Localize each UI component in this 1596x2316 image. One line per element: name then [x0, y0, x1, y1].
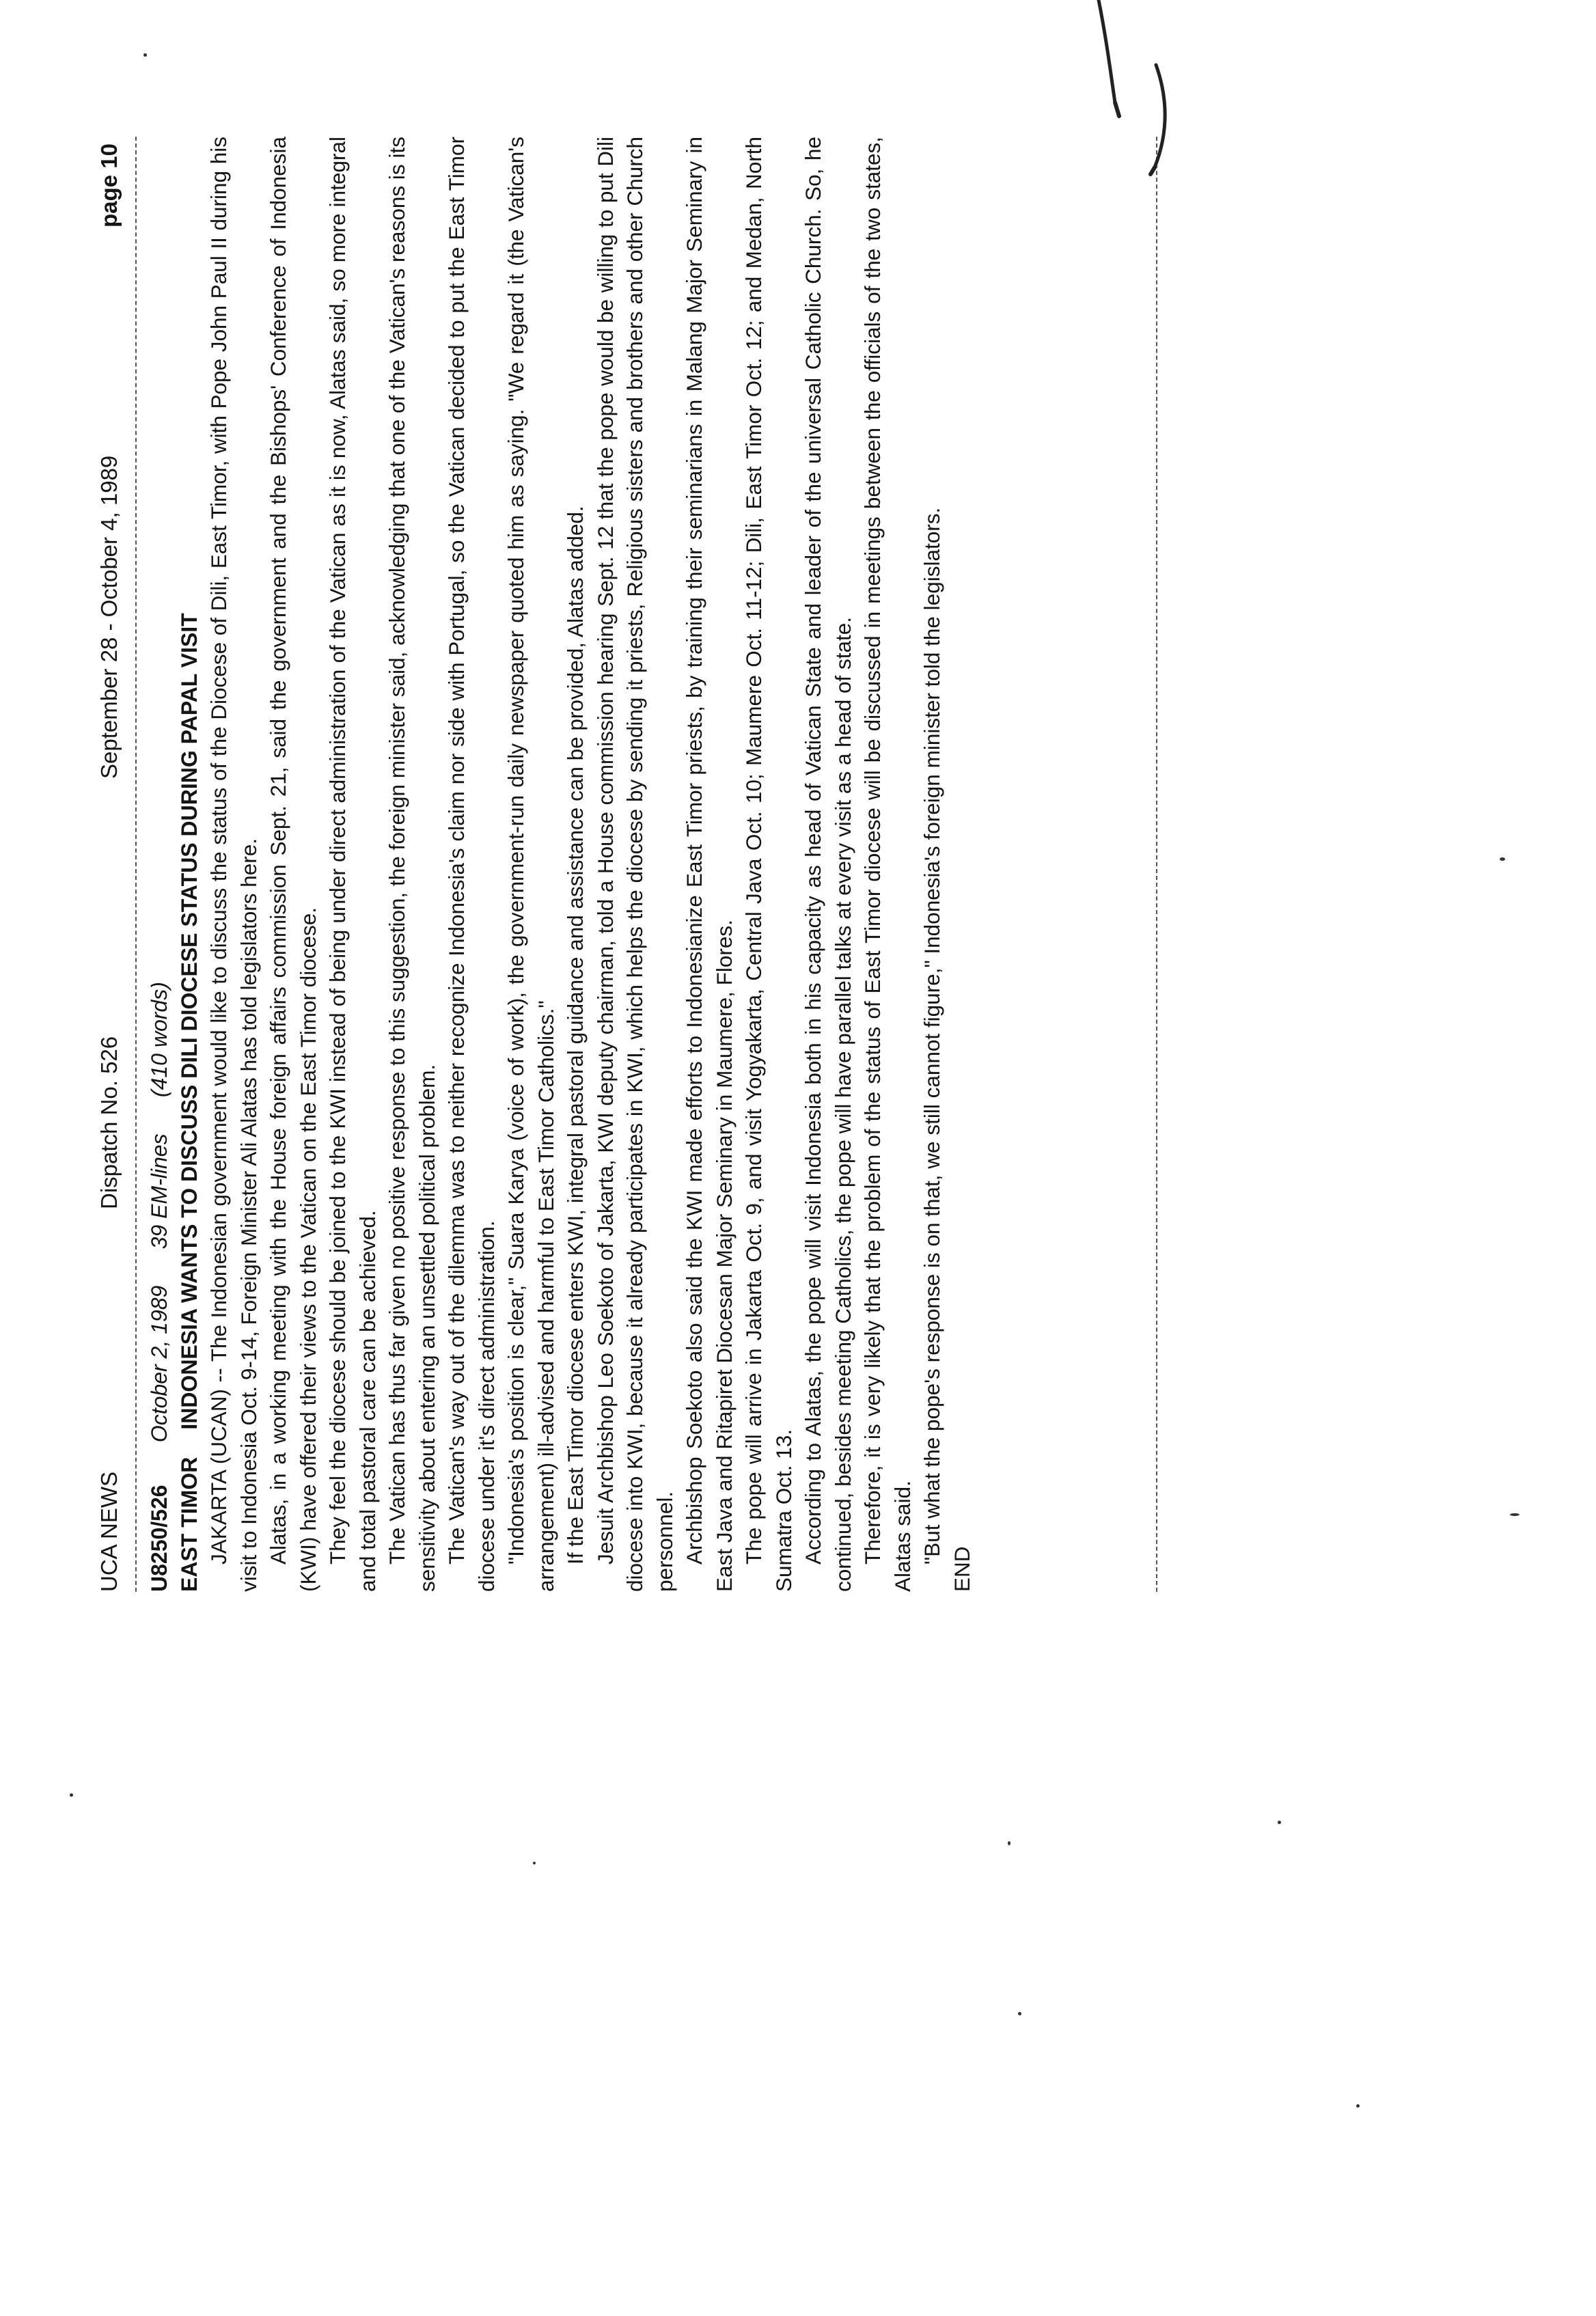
article-paragraph: JAKARTA (UCAN) -- The Indonesian government would like to discuss the status of the Diocese of Dili, East Timor, with Pope John Paul II during his visit to Indonesia Oct. 9-14, Foreign Minister Ali Alatas has told legislators here. [206, 137, 261, 1592]
article-meta [145, 137, 175, 1592]
article-paragraph: The pope will arrive in Jakarta Oct. 9, and visit Yogyakarta, Central Java Oct. 10; Maumere Oct. 11-12; Dili, East Timor Oct. 12; and Medan, North Sumatra Oct. 13. [741, 137, 796, 1592]
paper-speck [70, 1793, 73, 1797]
article-paragraph: The Vatican has thus far given no positive response to this suggestion, the foreign minister said, acknowledging that one of the Vatican's reasons is its sensitivity about entering an unsettled political problem. [385, 137, 439, 1592]
article-paragraph: If the East Timor diocese enters KWI, integral pastoral guidance and assistance can be provided, Alatas added. [563, 506, 588, 1564]
article-paragraph: Alatas, in a working meeting with the House foreign affairs commission Sept. 21, said the government and the Bishops' Conference of Indonesia (KWI) have offered their views to the Vatican on the East Timor diocese. [266, 137, 320, 1592]
article-end-marker: END [949, 1546, 974, 1592]
article-paragraph: "Indonesia's position is clear," Suara Karya (voice of work), the government-run daily newspaper quoted him as saying. "We regard it (the Vatican's arrangement) ill-advised and harmful to East Timor Catholics." [504, 137, 558, 1592]
header-date-range: September 28 - October 4, 1989 [96, 455, 122, 779]
page-header [90, 137, 128, 1592]
rotated-dispatch-page [90, 130, 1197, 1592]
article-paragraph: Therefore, it is very likely that the problem of the status of East Timor diocese will be discussed in meetings between the officials of the two states, Alatas said. [860, 137, 915, 1592]
paper-speck [1356, 2104, 1360, 2108]
article-section: EAST TIMOR [176, 1457, 202, 1592]
header-source: UCA NEWS [96, 1471, 122, 1592]
article-line-count: 39 EM-lines [147, 1133, 171, 1250]
header-divider [135, 137, 137, 1592]
article-code: U8250/526 [147, 1485, 171, 1592]
article-paragraph: They feel the diocese should be joined to the KWI instead of being under direct administration of the Vatican as it is now, Alatas said, so more integral and total pastoral care can be achieved. [325, 137, 380, 1592]
article-paragraph: Jesuit Archbishop Leo Soekoto of Jakarta, KWI deputy chairman, told a House commission hearing Sept. 12 that the pope would be willing to put Dili diocese into KWI, because it already participates in KWI, which helps the diocese by sending it priests, Religious sisters and brothers and other Church personnel. [592, 137, 677, 1592]
article-paragraph: "But what the pope's response is on that, we still cannot figure," Indonesia's foreign minister told the legislators. [920, 507, 944, 1564]
paper-speck [533, 1862, 536, 1864]
article-paragraph: The Vatican's way out of the dilemma was to neither recognize Indonesia's claim nor side with Portugal, so the Vatican decided to put the East Timor diocese under it's direct administration. [444, 137, 499, 1592]
header-dispatch-number: Dispatch No. 526 [96, 1036, 122, 1209]
paper-speck [1278, 1821, 1281, 1824]
paper-speck [1018, 2012, 1021, 2015]
article-body [145, 137, 977, 1592]
pen-stroke-mark [1079, 0, 1202, 198]
footer-divider [1156, 137, 1157, 1592]
article-paragraph: Archbishop Soekoto also said the KWI made efforts to Indonesianize East Timor priests, by training their seminarians in Malang Major Seminary in East Java and Ritapiret Diocesan Major Seminary in Maumere, Flores. [682, 137, 737, 1592]
article-word-count: (410 words) [147, 982, 171, 1098]
paper-speck [1008, 1841, 1010, 1845]
article-date: October 2, 1989 [147, 1285, 171, 1443]
header-page-number: page 10 [96, 143, 122, 228]
paper-speck [143, 53, 147, 57]
article-headline-row [175, 137, 205, 1592]
article-headline: INDONESIA WANTS TO DISCUSS DILI DIOCESE STATUS DURING PAPAL VISIT [176, 613, 202, 1430]
article-paragraph: According to Alatas, the pope will visit Indonesia both in his capacity as head of Vatican State and leader of the universal Catholic Church. So, he continued, besides meeting Catholics, the pope will have parallel talks at every visit as a head of state. [801, 137, 855, 1592]
paper-speck [1510, 1513, 1519, 1516]
paper-speck [1500, 857, 1505, 861]
